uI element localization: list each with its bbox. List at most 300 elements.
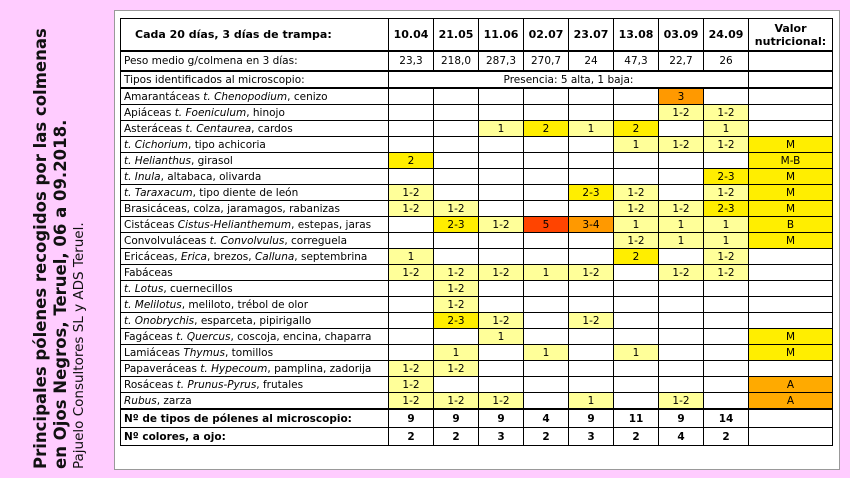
pollen-taxon: t. Inula: [124, 170, 161, 183]
pollen-type-label: [121, 313, 389, 329]
pollen-type-label: [121, 361, 389, 377]
presence-cell: [524, 137, 569, 153]
presence-cell: 1-2: [434, 201, 479, 217]
pollen-row: [121, 345, 833, 361]
pollen-row: [121, 121, 833, 137]
presence-cell: [704, 88, 749, 105]
presence-cell: [389, 88, 434, 105]
presence-cell: [659, 313, 704, 329]
title-line-2: en Ojos Negros, Teruel, 06 a 09.2018.: [51, 119, 70, 469]
pollen-row: [121, 393, 833, 410]
totals-label: Nº de tipos de pólenes al microscopio:: [121, 409, 389, 428]
pollen-row: [121, 265, 833, 281]
presence-cell: [614, 361, 659, 377]
presence-cell: 5: [524, 217, 569, 233]
presence-cell: 1: [614, 137, 659, 153]
presence-cell: 1-2: [569, 313, 614, 329]
presence-cell: [659, 281, 704, 297]
presence-cell: [524, 329, 569, 345]
weight-value: 22,7: [659, 51, 704, 71]
presence-cell: [704, 153, 749, 169]
presence-cell: 1-2: [479, 265, 524, 281]
header-label: Cada 20 días, 3 días de trampa:: [121, 19, 389, 52]
totals-value: 9: [434, 409, 479, 428]
presence-cell: [524, 297, 569, 313]
pollen-row: [121, 105, 833, 121]
pollen-type-label: [121, 265, 389, 281]
pollen-type-label: [121, 281, 389, 297]
presence-cell: [479, 185, 524, 201]
presence-cell: 1-2: [659, 105, 704, 121]
presence-cell: [479, 281, 524, 297]
presence-cell: 1-2: [614, 185, 659, 201]
presence-cell: [659, 121, 704, 137]
pollen-taxon: t. Chenopodium: [203, 90, 288, 103]
nutrition-value: M: [749, 201, 833, 217]
totals-row: [121, 409, 833, 428]
totals-value: 2: [614, 428, 659, 446]
date-col-1: 10.04: [389, 19, 434, 52]
totals-value: 2: [524, 428, 569, 446]
presence-cell: [434, 233, 479, 249]
presence-cell: [569, 233, 614, 249]
pollen-row: [121, 217, 833, 233]
pollen-row: [121, 249, 833, 265]
nutrition-value: M: [749, 169, 833, 185]
presence-cell: 1-2: [659, 137, 704, 153]
presence-cell: [659, 361, 704, 377]
title-line-1: Principales pólenes recogidos por las colmenas: [31, 28, 50, 469]
presence-cell: [434, 249, 479, 265]
presence-cell: 2-3: [704, 169, 749, 185]
presence-cell: [569, 297, 614, 313]
pollen-taxon: Erica: [180, 250, 207, 263]
presence-cell: 2: [614, 121, 659, 137]
pollen-type-label: [121, 217, 389, 233]
presence-cell: 1-2: [704, 185, 749, 201]
nutrition-value: [749, 249, 833, 265]
presence-cell: [659, 297, 704, 313]
presence-cell: [614, 377, 659, 393]
pollen-family: Papaveráceas: [124, 362, 201, 375]
weight-value: 270,7: [524, 51, 569, 71]
presence-cell: 1: [434, 345, 479, 361]
presence-cell: [569, 201, 614, 217]
totals-value: 4: [524, 409, 569, 428]
presence-cell: [704, 329, 749, 345]
pollen-type-label: [121, 185, 389, 201]
micro-nutrition-empty: [749, 71, 833, 88]
pollen-type-label: [121, 88, 389, 105]
nutrition-value: A: [749, 377, 833, 393]
pollen-type-label: [121, 201, 389, 217]
presence-cell: 1-2: [659, 393, 704, 410]
pollen-taxon: t. Onobrychis: [124, 314, 195, 327]
presence-cell: 1-2: [434, 281, 479, 297]
pollen-family: Amarantáceas: [124, 90, 204, 103]
presence-cell: [389, 345, 434, 361]
pollen-type-label: [121, 169, 389, 185]
presence-cell: 1: [389, 249, 434, 265]
totals-row: [121, 428, 833, 446]
presence-cell: 2-3: [704, 201, 749, 217]
totals-value: 4: [659, 428, 704, 446]
pollen-row: [121, 201, 833, 217]
presence-cell: 2: [524, 121, 569, 137]
presence-cell: [389, 313, 434, 329]
presence-cell: [614, 297, 659, 313]
micro-label: Tipos identificados al microscopio:: [121, 71, 389, 88]
presence-cell: 1-2: [614, 201, 659, 217]
pollen-type-label: [121, 137, 389, 153]
pollen-common-name: , tomillos: [224, 346, 274, 359]
nutrition-value: [749, 313, 833, 329]
presence-cell: 1: [479, 329, 524, 345]
presence-cell: [389, 137, 434, 153]
presence-cell: [524, 313, 569, 329]
date-col-5: 23.07: [569, 19, 614, 52]
totals-value: 2: [389, 428, 434, 446]
presence-cell: [479, 233, 524, 249]
nutrition-value: B: [749, 217, 833, 233]
presence-cell: [614, 313, 659, 329]
date-col-3: 11.06: [479, 19, 524, 52]
presence-cell: [524, 361, 569, 377]
presence-cell: 1-2: [479, 217, 524, 233]
presence-cell: [614, 281, 659, 297]
presence-cell: [434, 121, 479, 137]
side-title: [0, 0, 118, 478]
pollen-row: [121, 281, 833, 297]
presence-cell: 1-2: [704, 105, 749, 121]
pollen-row: [121, 88, 833, 105]
presence-cell: [389, 281, 434, 297]
presence-cell: [479, 137, 524, 153]
presence-cell: 2-3: [434, 313, 479, 329]
pollen-row: [121, 377, 833, 393]
pollen-family: Convolvuláceas: [124, 234, 210, 247]
presence-cell: [704, 377, 749, 393]
presence-cell: 1: [479, 121, 524, 137]
presence-cell: 1-2: [389, 393, 434, 410]
pollen-family: Asteráceas: [124, 122, 186, 135]
weight-value: 26: [704, 51, 749, 71]
pollen-common-name: , brezos,: [206, 250, 255, 263]
pollen-taxon: t. Convolvulus: [209, 234, 285, 247]
presence-cell: 1: [614, 217, 659, 233]
presence-cell: [434, 137, 479, 153]
presence-cell: 1-2: [389, 361, 434, 377]
presence-cell: [434, 153, 479, 169]
presence-cell: [614, 105, 659, 121]
presence-cell: 1-2: [389, 377, 434, 393]
presence-cell: 1: [659, 233, 704, 249]
date-col-7: 03.09: [659, 19, 704, 52]
presence-cell: [704, 393, 749, 410]
presence-cell: [569, 105, 614, 121]
nutrition-value: M: [749, 233, 833, 249]
presence-cell: [659, 377, 704, 393]
presence-cell: 2-3: [569, 185, 614, 201]
pollen-type-label: [121, 249, 389, 265]
weight-value: 47,3: [614, 51, 659, 71]
totals-label: Nº colores, a ojo:: [121, 428, 389, 446]
presence-cell: [659, 169, 704, 185]
pollen-common-name: , meliloto, trébol de olor: [181, 298, 309, 311]
totals-value: 3: [569, 428, 614, 446]
pollen-row: [121, 329, 833, 345]
presence-cell: [569, 377, 614, 393]
pollen-taxon: t. Cichorium: [124, 138, 189, 151]
nutrition-header-line-2: nutricional:: [754, 34, 827, 48]
presence-cell: [659, 153, 704, 169]
pollen-taxon: t. Foeniculum: [174, 106, 247, 119]
presence-cell: 1-2: [479, 313, 524, 329]
presence-cell: [389, 217, 434, 233]
nutrition-value: [749, 361, 833, 377]
presence-cell: [569, 169, 614, 185]
presence-cell: [524, 185, 569, 201]
pollen-type-label: [121, 297, 389, 313]
presence-cell: 1-2: [614, 233, 659, 249]
date-col-8: 24.09: [704, 19, 749, 52]
pollen-common-name: , cuernecillos: [163, 282, 233, 295]
pollen-row: [121, 361, 833, 377]
presence-cell: [479, 377, 524, 393]
totals-nutrition-empty: [749, 409, 833, 428]
presence-cell: 1: [704, 233, 749, 249]
presence-cell: 1: [704, 121, 749, 137]
presence-cell: [434, 185, 479, 201]
nutrition-value: M: [749, 345, 833, 361]
pollen-row: [121, 137, 833, 153]
pollen-taxon: Cistus-Helianthemum: [177, 218, 292, 231]
pollen-common-name: , cardos: [251, 122, 293, 135]
presence-cell: [479, 249, 524, 265]
presence-cell: [434, 169, 479, 185]
presence-cell: [434, 329, 479, 345]
pollen-row: [121, 313, 833, 329]
weight-value: 24: [569, 51, 614, 71]
pollen-row: [121, 185, 833, 201]
presence-cell: [524, 88, 569, 105]
nutrition-header: [749, 19, 833, 52]
presence-cell: [659, 345, 704, 361]
pollen-type-label: [121, 393, 389, 410]
presence-cell: 1-2: [659, 265, 704, 281]
nutrition-value: [749, 105, 833, 121]
presence-cell: [524, 377, 569, 393]
presence-cell: [389, 121, 434, 137]
presence-cell: [659, 329, 704, 345]
pollen-common-name: , cenizo: [287, 90, 328, 103]
presence-cell: [704, 297, 749, 313]
presence-cell: [524, 201, 569, 217]
totals-value: 9: [479, 409, 524, 428]
nutrition-value: [749, 297, 833, 313]
presence-cell: [524, 169, 569, 185]
presence-cell: [614, 393, 659, 410]
presence-legend: Presencia: 5 alta, 1 baja:: [389, 71, 749, 88]
presence-cell: [389, 329, 434, 345]
pollen-type-label: [121, 121, 389, 137]
nutrition-value: [749, 281, 833, 297]
presence-cell: 1-2: [434, 361, 479, 377]
nutrition-value: A: [749, 393, 833, 410]
presence-cell: 1-2: [704, 249, 749, 265]
pollen-row: [121, 233, 833, 249]
presence-cell: [704, 313, 749, 329]
presence-cell: [479, 105, 524, 121]
totals-value: 3: [479, 428, 524, 446]
presence-cell: 1: [704, 217, 749, 233]
pollen-row: [121, 297, 833, 313]
totals-value: 9: [569, 409, 614, 428]
presence-cell: [479, 297, 524, 313]
presence-cell: 1-2: [479, 393, 524, 410]
pollen-family: Brasicáceas, colza, jaramagos, rabanizas: [124, 202, 340, 215]
presence-cell: [614, 153, 659, 169]
presence-cell: [434, 88, 479, 105]
presence-cell: [524, 105, 569, 121]
presence-cell: 1: [614, 345, 659, 361]
presence-cell: [659, 249, 704, 265]
presence-cell: [614, 329, 659, 345]
presence-cell: [704, 345, 749, 361]
nutrition-value: M: [749, 185, 833, 201]
presence-cell: [479, 169, 524, 185]
pollen-taxon: Thymus: [183, 346, 225, 359]
pollen-common-name: , septembrina: [294, 250, 368, 263]
presence-cell: [569, 281, 614, 297]
presence-cell: 1: [524, 265, 569, 281]
pollen-taxon: t. Taraxacum: [124, 186, 193, 199]
presence-cell: 2: [389, 153, 434, 169]
totals-value: 2: [704, 428, 749, 446]
pollen-taxon: Calluna: [254, 250, 295, 263]
weight-value: 287,3: [479, 51, 524, 71]
pollen-family: Rosáceas: [124, 378, 177, 391]
pollen-common-name: , frutales: [256, 378, 304, 391]
presence-cell: [389, 105, 434, 121]
presence-cell: [569, 329, 614, 345]
presence-cell: 1-2: [389, 201, 434, 217]
presence-cell: [479, 361, 524, 377]
pollen-taxon: t. Hypecoum: [200, 362, 268, 375]
totals-value: 9: [389, 409, 434, 428]
presence-cell: [569, 137, 614, 153]
weight-value: 218,0: [434, 51, 479, 71]
presence-cell: [434, 377, 479, 393]
pollen-family: Fabáceas: [124, 266, 173, 279]
presence-cell: 2-3: [434, 217, 479, 233]
presence-cell: [569, 361, 614, 377]
presence-cell: [524, 153, 569, 169]
presence-cell: [479, 153, 524, 169]
presence-cell: [389, 169, 434, 185]
nutrition-header-line-1: Valor: [774, 21, 807, 35]
totals-value: 11: [614, 409, 659, 428]
weight-nutrition-empty: [749, 51, 833, 71]
presence-cell: [614, 88, 659, 105]
date-col-6: 13.08: [614, 19, 659, 52]
pollen-family: Cistáceas: [124, 218, 178, 231]
presence-cell: [569, 249, 614, 265]
presence-cell: 1: [659, 217, 704, 233]
date-col-4: 02.07: [524, 19, 569, 52]
presence-cell: [614, 169, 659, 185]
presence-cell: [389, 297, 434, 313]
pollen-family: Fagáceas: [124, 330, 177, 343]
presence-cell: [704, 281, 749, 297]
presence-cell: [479, 345, 524, 361]
credit-line: Pajuelo Consultores SL y ADS Teruel.: [71, 222, 87, 469]
presence-cell: 1-2: [704, 137, 749, 153]
presence-cell: 1-2: [659, 201, 704, 217]
pollen-row: [121, 153, 833, 169]
presence-cell: 1: [524, 345, 569, 361]
pollen-table: [120, 18, 833, 446]
pollen-taxon: t. Helianthus: [124, 154, 191, 167]
pollen-common-name: , zarza: [156, 394, 192, 407]
presence-cell: [524, 281, 569, 297]
totals-value: 9: [659, 409, 704, 428]
pollen-common-name: , coscoja, encina, chaparra: [230, 330, 372, 343]
pollen-taxon: t. Centaurea: [185, 122, 252, 135]
pollen-common-name: , tipo achicoria: [188, 138, 266, 151]
weight-label: Peso medio g/colmena en 3 días:: [121, 51, 389, 71]
presence-cell: 1-2: [434, 265, 479, 281]
pollen-type-label: [121, 105, 389, 121]
pollen-common-name: , pamplina, zadorija: [267, 362, 372, 375]
pollen-common-name: , tipo diente de león: [192, 186, 299, 199]
pollen-type-label: [121, 377, 389, 393]
side-title-rotated: [31, 9, 87, 469]
pollen-family: Lamiáceas: [124, 346, 184, 359]
pollen-type-label: [121, 233, 389, 249]
presence-cell: [614, 265, 659, 281]
presence-cell: 3-4: [569, 217, 614, 233]
pollen-taxon: t. Melilotus: [124, 298, 182, 311]
presence-cell: 2: [614, 249, 659, 265]
nutrition-value: [749, 265, 833, 281]
pollen-type-label: [121, 153, 389, 169]
pollen-type-label: [121, 329, 389, 345]
nutrition-value: [749, 121, 833, 137]
presence-cell: [704, 361, 749, 377]
pollen-common-name: , correguela: [284, 234, 348, 247]
micro-row: [121, 71, 833, 88]
pollen-common-name: , altabaca, olivarda: [160, 170, 262, 183]
presence-cell: [479, 88, 524, 105]
presence-cell: [569, 345, 614, 361]
nutrition-value: M-B: [749, 153, 833, 169]
presence-cell: [389, 233, 434, 249]
presence-cell: 1-2: [704, 265, 749, 281]
presence-cell: 1-2: [434, 297, 479, 313]
presence-cell: [569, 88, 614, 105]
presence-cell: 3: [659, 88, 704, 105]
weight-row: [121, 51, 833, 71]
presence-cell: [659, 185, 704, 201]
totals-value: 2: [434, 428, 479, 446]
pollen-family: Apiáceas: [124, 106, 175, 119]
pollen-row: [121, 169, 833, 185]
pollen-family: Ericáceas,: [124, 250, 181, 263]
pollen-common-name: , estepas, jaras: [291, 218, 372, 231]
presence-cell: [524, 249, 569, 265]
pollen-common-name: , esparceta, pipirigallo: [194, 314, 312, 327]
